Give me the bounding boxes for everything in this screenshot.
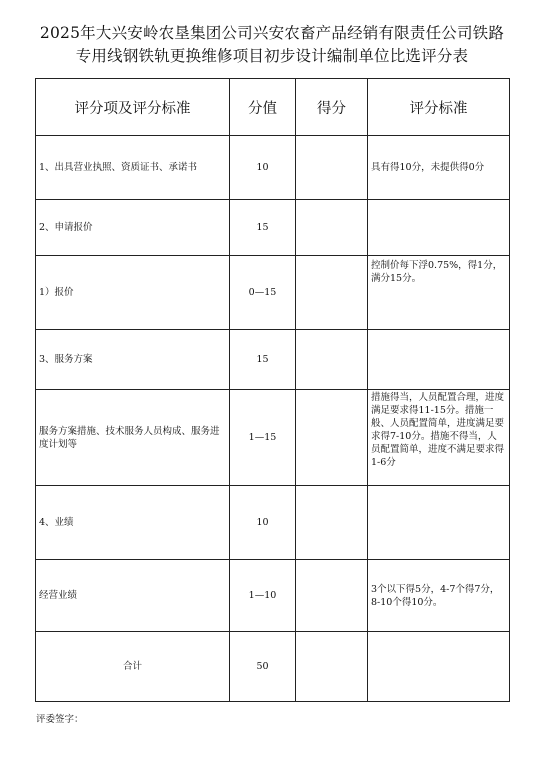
standard-cell (368, 330, 510, 390)
criteria-cell: 3、服务方案 (36, 330, 230, 390)
score-cell[interactable] (296, 330, 368, 390)
table-row (36, 136, 510, 200)
points-cell: 15 (230, 200, 296, 256)
points-cell: 15 (230, 330, 296, 390)
criteria-cell: 1）报价 (36, 256, 230, 330)
points-cell: 1—15 (230, 390, 296, 486)
score-cell[interactable] (296, 136, 368, 200)
header-criteria: 评分项及评分标准 (36, 79, 230, 136)
header-row (36, 79, 510, 136)
table-row (36, 560, 510, 632)
score-cell[interactable] (296, 390, 368, 486)
total-points-cell: 50 (230, 632, 296, 702)
table-row (36, 330, 510, 390)
standard-cell: 3个以下得5分，4-7个得7分，8-10个得10分。 (368, 560, 510, 632)
standard-cell: 具有得10分，未提供得0分 (368, 136, 510, 200)
title-line-2: 专用线钢铁轨更换维修项目初步设计编制单位比选评分表 (75, 47, 469, 65)
standard-cell: 措施得当，人员配置合理，进度满足要求得11-15分。措施一般、人员配置简单，进度满足要求得7-10分。措施不得当，人员配置简单，进度不满足要求得1-6分 (368, 390, 510, 486)
header-score: 得分 (296, 79, 368, 136)
points-cell: 10 (230, 486, 296, 560)
document-title (0, 22, 544, 68)
table-row (36, 200, 510, 256)
criteria-cell: 4、业绩 (36, 486, 230, 560)
header-standard: 评分标准 (368, 79, 510, 136)
criteria-cell: 2、申请报价 (36, 200, 230, 256)
table-row (36, 390, 510, 486)
judge-signature-label: 评委签字： (36, 714, 84, 725)
total-score-cell[interactable] (296, 632, 368, 702)
header-points: 分值 (230, 79, 296, 136)
points-cell: 1—10 (230, 560, 296, 632)
criteria-cell: 经营业绩 (36, 560, 230, 632)
points-cell: 10 (230, 136, 296, 200)
score-cell[interactable] (296, 560, 368, 632)
score-cell[interactable] (296, 256, 368, 330)
total-standard-cell (368, 632, 510, 702)
title-line-1: 2025年大兴安岭农垦集团公司兴安农畜产品经销有限责任公司铁路 (39, 24, 505, 42)
criteria-cell: 服务方案措施、技术服务人员构成、服务进度计划等 (36, 390, 230, 486)
table-row (36, 256, 510, 330)
scoring-table (35, 78, 510, 702)
total-row (36, 632, 510, 702)
criteria-cell: 1、出具营业执照、资质证书、承诺书 (36, 136, 230, 200)
score-cell[interactable] (296, 200, 368, 256)
total-label-cell: 合计 (36, 632, 230, 702)
standard-cell (368, 486, 510, 560)
points-cell: 0—15 (230, 256, 296, 330)
table-row (36, 486, 510, 560)
score-cell[interactable] (296, 486, 368, 560)
standard-cell: 控制价每下浮0.75%，得1分，满分15分。 (368, 256, 510, 330)
standard-cell (368, 200, 510, 256)
